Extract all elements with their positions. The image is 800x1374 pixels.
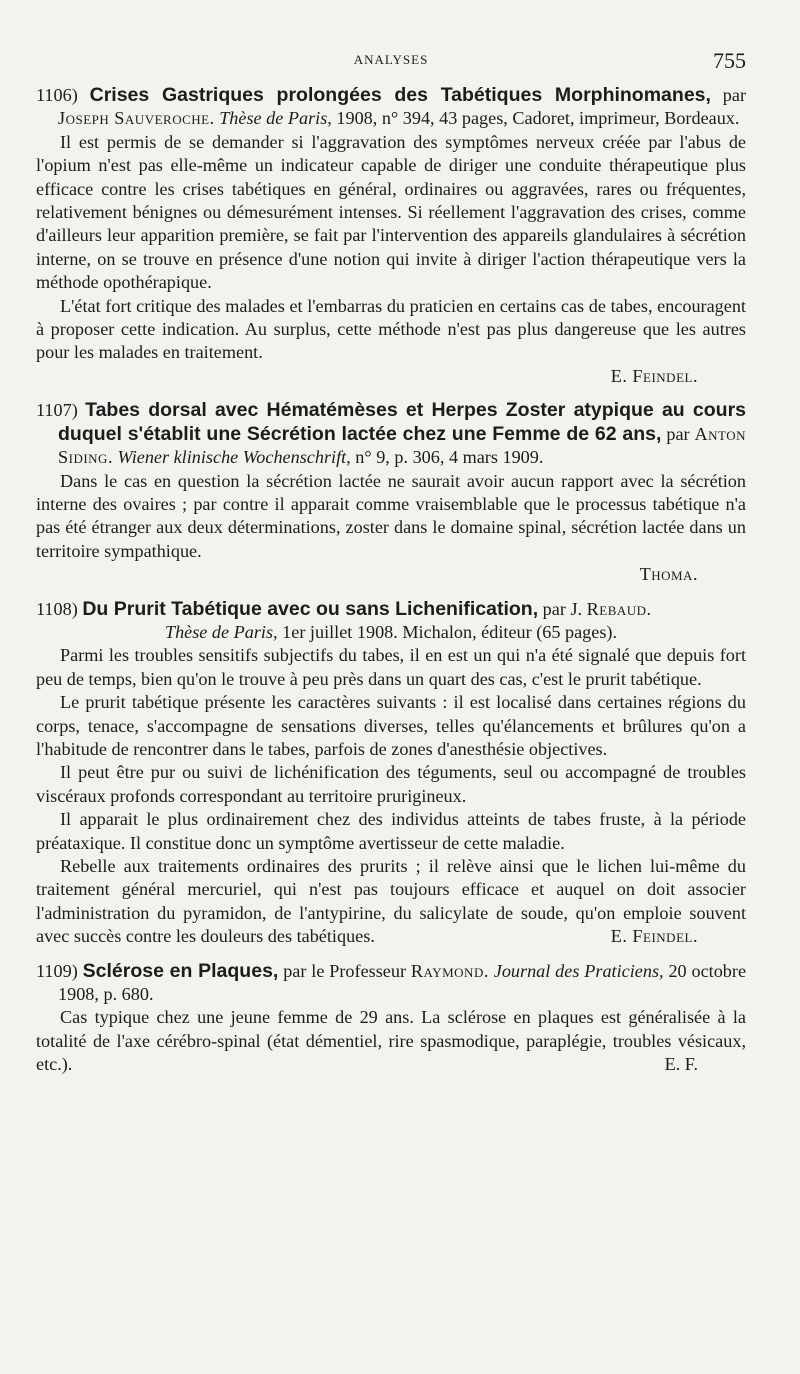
entry-source: Journal des Praticiens,	[493, 960, 664, 981]
running-head: ANALYSES	[353, 52, 429, 67]
entry-author: Rebaud.	[586, 598, 652, 619]
entry-number: 1109)	[36, 960, 78, 981]
entry-details: n° 9, p. 306, 4 mars 1909.	[355, 447, 544, 468]
entry-signature: E. Feindel.	[610, 926, 698, 947]
entry-number: 1107)	[36, 400, 78, 421]
paragraph: Il peut être pur ou suivi de lichénification des téguments, seul ou accompagné de troubles viscéraux profonds correspondant au territoire prurigineux.	[36, 762, 746, 806]
abstract-entry-1107	[36, 399, 746, 586]
entry-signature: Thoma.	[639, 564, 698, 585]
author-prefix: par	[722, 85, 747, 105]
paragraph-text: Rebelle aux traitements ordinaires des prurits ; il relève ainsi que le lichen lui-même du traitement général mercuriel, qui n'est pas toujours efficace et auquel on doit associer l'administration du pyramidon, de l'antypirine, du salicylate de soude, qu'on emploie souvent avec succès contre les douleurs des tabétiques.	[36, 856, 746, 947]
entry-title: Crises Gastriques prolongées des Tabétiques Morphinomanes,	[89, 84, 711, 106]
paragraph: Il est permis de se demander si l'aggravation des symptômes nerveux créée par l'abus de l'opium n'est pas elle-même un indicateur capable de diriger une conduite thérapeutique plus efficace contre les crises tabétiques en général, ordinaires ou aggravées, rares ou fréquentes, relativement bénignes ou démesurément intenses. Si réellement l'aggravation des crises, comme d'ailleurs leur apparition première, se fait par l'intervention des appareils glandulaires à sécrétion interne, on se trouve en présence d'une notion qui invite à diriger l'action thérapeutique vers la méthode opothérapique.	[36, 131, 746, 293]
entry-number: 1108)	[36, 598, 78, 619]
entry-author: Raymond.	[410, 960, 489, 981]
paragraph: L'état fort critique des malades et l'embarras du praticien en certains cas de tabes, encouragent à proposer cette indication. Au surplus, cette méthode n'est pas plus dangereuse que les autres pour les malades en traitement.	[36, 295, 746, 363]
abstract-entry-1109	[36, 960, 746, 1077]
paragraph-text: Cas typique chez une jeune femme de 29 ans. La sclérose en plaques est généralisée à la totalité de l'axe cérébro-spinal (état démentiel, rire spasmodique, paraplégie, troubles vésicaux, etc.).	[36, 1007, 746, 1075]
paragraph: Parmi les troubles sensitifs subjectifs du tabes, il en est un qui n'a été signalé que depuis fort peu de temps, bien qu'on le trouve à peu près dans un quart des cas, c'est le prurit tabétique.	[36, 645, 746, 689]
entry-author: Anton Siding.	[58, 423, 747, 468]
paragraph: Il apparait le plus ordinairement chez des individus atteints de tabes fruste, à la période préataxique. Il constitue donc un symptôme avertisseur de cette maladie.	[36, 809, 746, 853]
entry-source: Wiener klinische Wochenschrift,	[117, 447, 351, 468]
page-number: 755	[713, 48, 746, 73]
page-content	[36, 84, 746, 1088]
entry-heading	[36, 399, 746, 469]
abstract-entry-1108	[36, 598, 746, 949]
paragraph: Le prurit tabétique présente les caractères suivants : il est localisé dans certaines régions du corps, tenace, s'accompagne de sensations diverses, telles qu'élancements et brûlures qu'on a l'habitude de rencontrer dans le tabes, parfois de zones d'anesthésie objectives.	[36, 692, 746, 759]
entry-title: Du Prurit Tabétique avec ou sans Lichenification,	[82, 597, 539, 620]
entry-signature: E. Feindel.	[610, 365, 698, 386]
entry-heading	[36, 84, 746, 131]
entry-signature: E. F.	[664, 1054, 698, 1075]
page-header	[36, 48, 746, 72]
paragraph-with-signature	[36, 1006, 746, 1076]
entry-heading	[36, 598, 746, 621]
author-prefix: par	[666, 423, 690, 444]
entry-heading	[36, 960, 746, 1007]
entry-details: 1er juillet 1908. Michalon, éditeur (65 pages).	[282, 621, 618, 642]
entry-number: 1106)	[36, 85, 78, 105]
entry-source: Thèse de Paris,	[164, 621, 278, 642]
abstract-entry-1106	[36, 84, 746, 388]
entry-author: Joseph Sauveroche.	[58, 108, 215, 129]
entry-title: Sclérose en Plaques,	[82, 959, 279, 982]
author-prefix: par le Professeur	[283, 960, 407, 981]
entry-details: 1908, n° 394, 43 pages, Cadoret, imprimeur, Bordeaux.	[336, 108, 740, 129]
entry-source: Thèse de Paris,	[219, 108, 332, 129]
entry-title: Tabes dorsal avec Hématémèses et Herpes Zoster atypique au cours duquel s'établit une Sécrétion lactée chez une Femme de 62 ans,	[58, 399, 747, 445]
entry-details: 20 octobre 1908, p. 680.	[58, 960, 747, 1005]
entry-source-line	[36, 621, 746, 644]
author-prefix: par J.	[542, 598, 583, 619]
paragraph-with-signature	[36, 855, 746, 949]
paragraph: Dans le cas en question la sécrétion lactée ne saurait avoir aucun rapport avec la sécrétion interne des ovaires ; par contre il apparait comme vraisemblable que le processus tabétique n'a pas été étranger aux deux déterminations, zoster dans le domaine spinal, sécrétion lactée dans un territoire sympathique.	[36, 470, 746, 561]
